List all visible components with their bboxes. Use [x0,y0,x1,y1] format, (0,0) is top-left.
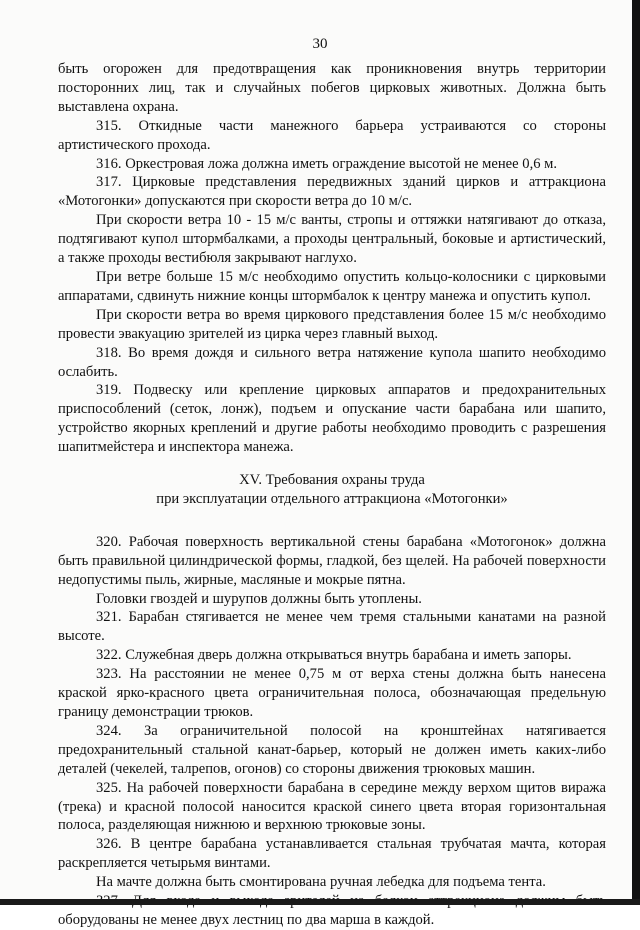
page-number: 30 [312,36,328,52]
paragraph-evacuation: При скорости ветра во время циркового представления более 15 м/с необходимо провести эвакуацию зрителей из цирка через главный выход. [58,306,606,342]
paragraph-wind-10-15: При скорости ветра 10 - 15 м/с ванты, стропы и оттяжки натягивают до отказа, подтягивают купол штормбалками, а проходы центральный, боковые и артистический, а также проходы вестибюля закрывают наглухо. [58,212,606,267]
paragraph-325: 325. На рабочей поверхности барабана в середине между верхом щитов виража (трека) и красной полосой наносится краской синего цвета вторая горизонтальная полоса, разделяющая нижнюю и верхнюю трюковые зоны. [58,779,606,834]
page-body [58,60,606,930]
paragraph-322: 322. Служебная дверь должна открываться внутрь барабана и иметь запоры. [96,647,572,664]
paragraph-319: 319. Подвеску или крепление цирковых аппаратов и предохранительных приспособлений (сеток, лонж), подъем и опускание части барабана или шапито, устройство якорных креплений и другие работы необходимо проводить с разрешения шапитмейстера и инспектора манежа. [58,382,606,456]
paragraph-316: 316. Оркестровая ложа должна иметь ограждение высотой не менее 0,6 м. [96,155,558,172]
paragraph-320: 320. Рабочая поверхность вертикальной стены барабана «Мотогонок» должна быть правильной цилиндрической формы, гладкой, без щелей. На рабочей поверхности недопустимы пыль, жирные, масляные и мокрые пятна. [58,533,606,588]
scan-edge-bottom [0,899,640,905]
paragraph-318: 318. Во время дождя и сильного ветра натяжение купола шапито необходимо ослабить. [58,344,606,380]
paragraph-nails: Головки гвоздей и шурупов должны быть утоплены. [96,590,422,607]
section-heading-title: XV. Требования охраны труда [239,472,425,489]
paragraph-324: 324. За ограничительной полосой на кронштейнах натягивается предохранительный стальной канат-барьер, который не должен иметь каких-либо деталей (чекелей, талрепов, огонов) со стороны движения трюковых машин. [58,722,606,777]
scan-edge-right [632,0,640,905]
paragraph-wind-over-15: При ветре больше 15 м/с необходимо опустить кольцо-колосники с цирковыми аппаратами, сдвинуть нижние концы штормбалок к центру манежа и опустить купол. [58,268,606,304]
paragraph-323: 323. На расстоянии не менее 0,75 м от верха стены должна быть нанесена краской ярко-красного цвета ограничительная полоса, обозначающая предельную границу демонстрации трюков. [58,666,606,720]
paragraph-327: оборудованы не менее двух лестниц по два марша в каждой. [58,911,435,928]
paragraph-321: 321. Барабан стягивается не менее чем тремя стальными канатами на разной высоте. [58,609,606,645]
paragraph-315: 315. Откидные части манежного барьера устраиваются со стороны артистического прохода. [58,117,606,153]
paragraph-continuation: быть огорожен для предотвращения как проникновения внутрь территории посторонних лиц, так и случайных побегов цирковых животных. Должна быть выставлена охрана. [58,61,606,115]
paragraph-winch: На мачте должна быть смонтирована ручная лебедка для подъема тента. [96,874,546,891]
paragraph-317: 317. Цирковые представления передвижных зданий цирков и аттракциона «Мотогонки» допускаются при скорости ветра до 10 м/с. [58,174,606,210]
section-heading-subtitle: при эксплуатации отдельного аттракциона «Мотогонки» [156,490,508,507]
paragraph-326: 326. В центре барабана устанавливается стальная трубчатая мачта, которая раскрепляется четырьмя винтами. [58,836,606,872]
section-heading [58,471,606,509]
